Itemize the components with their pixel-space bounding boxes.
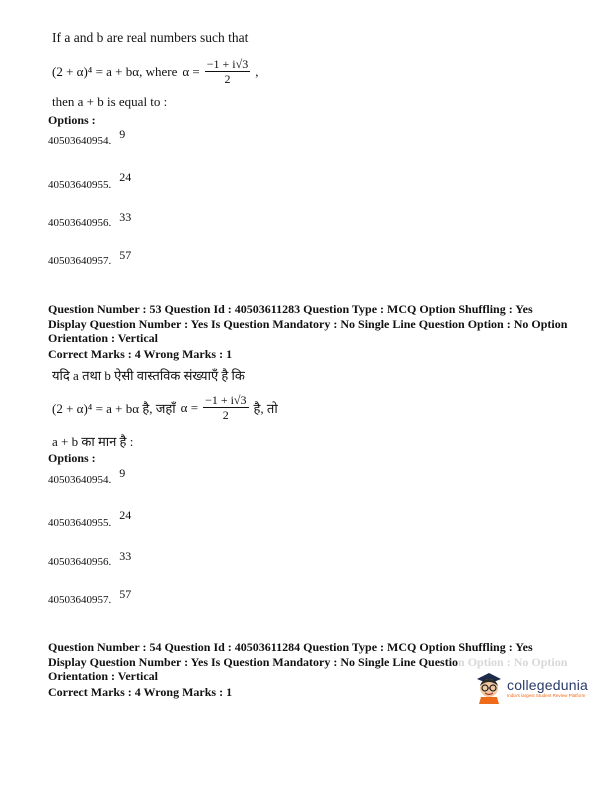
option-value: 33 — [119, 210, 132, 224]
collegedunia-watermark — [474, 670, 588, 704]
option-value: 9 — [119, 466, 126, 480]
q54-meta-line1: Question Number : 54 Question Id : 40503611284 Question Type : MCQ Option Shuffling : Yes — [48, 640, 533, 654]
q53-meta-line2: Display Question Number : Yes Is Question Mandatory : No Single Line Question Option : No Option — [48, 316, 568, 331]
option-id: 40503640955. — [48, 517, 112, 529]
q54-meta-line2-visible: Display Question Number : Yes Is Question Mandatory : No Single Line Questio — [48, 654, 459, 669]
q52-equation-left: (2 + α)⁴ = a + bα, where — [52, 63, 178, 79]
collegedunia-name: collegedunia — [507, 676, 589, 693]
q53-option-3[interactable] — [48, 549, 132, 570]
q52-option-2[interactable] — [48, 170, 132, 193]
q53-option-1[interactable] — [48, 466, 126, 488]
q52-equation — [52, 57, 258, 86]
q52-equation-alpha: α = — [182, 63, 200, 79]
q53-fraction-numerator: −1 + i√3 — [205, 393, 247, 407]
option-id: 40503640954. — [48, 135, 112, 147]
option-id: 40503640954. — [48, 474, 112, 486]
q52-option-4[interactable] — [48, 248, 132, 269]
option-id: 40503640956. — [48, 556, 112, 568]
q53-meta-line1: Question Number : 53 Question Id : 40503611283 Question Type : MCQ Option Shuffling : Yes — [48, 302, 533, 316]
q53-option-4[interactable] — [48, 587, 132, 608]
student-mascot-icon — [474, 670, 504, 704]
q53-metadata — [48, 302, 567, 361]
q52-statement-line1: If a and b are real numbers such that — [52, 30, 249, 45]
q53-option-2[interactable] — [48, 508, 132, 531]
option-id: 40503640956. — [48, 217, 112, 229]
q52-fraction-numerator: −1 + i√3 — [206, 57, 249, 71]
option-value: 57 — [119, 587, 132, 601]
option-id: 40503640957. — [48, 255, 112, 267]
option-value: 9 — [119, 127, 126, 141]
q53-equation-alpha: α = — [180, 399, 199, 415]
q52-option-3[interactable] — [48, 210, 132, 231]
q54-meta-line3: Orientation : Vertical — [48, 669, 158, 683]
option-value: 24 — [119, 508, 132, 522]
q53-meta-line3: Orientation : Vertical — [48, 331, 158, 345]
q53-fraction — [203, 393, 248, 422]
q52-fraction-denominator: 2 — [224, 72, 231, 86]
q52-statement-line3: then a + b is equal to : — [52, 94, 168, 109]
option-value: 33 — [119, 549, 132, 563]
option-id: 40503640955. — [48, 179, 112, 191]
q53-hindi-line1: यदि a तथा b ऐसी वास्तविक संख्याएँ है कि — [52, 368, 245, 383]
q53-hindi-line3: a + b का मान है : — [52, 434, 134, 449]
option-id: 40503640957. — [48, 594, 112, 606]
q53-equation-right: है, तो — [253, 400, 278, 416]
q52-fraction — [205, 57, 250, 86]
q54-meta-line2 — [48, 655, 567, 670]
q53-equation-left: (2 + α)⁴ = a + bα है, जहाँ — [52, 400, 176, 416]
q54-meta-line2-faded: n Option : No Option — [458, 654, 568, 669]
q53-options-label: Options : — [48, 451, 96, 465]
q52-option-1[interactable] — [48, 127, 126, 149]
q53-fraction-denominator: 2 — [222, 408, 229, 422]
q53-marks: Correct Marks : 4 Wrong Marks : 1 — [48, 346, 233, 361]
collegedunia-tagline: India's largest Student Review Platform — [507, 692, 586, 698]
q53-equation — [52, 393, 278, 422]
q52-equation-comma: , — [255, 63, 259, 79]
q52-options-label: Options : — [48, 113, 96, 127]
option-value: 57 — [119, 248, 132, 262]
q54-marks: Correct Marks : 4 Wrong Marks : 1 — [48, 684, 233, 699]
option-value: 24 — [119, 170, 132, 184]
